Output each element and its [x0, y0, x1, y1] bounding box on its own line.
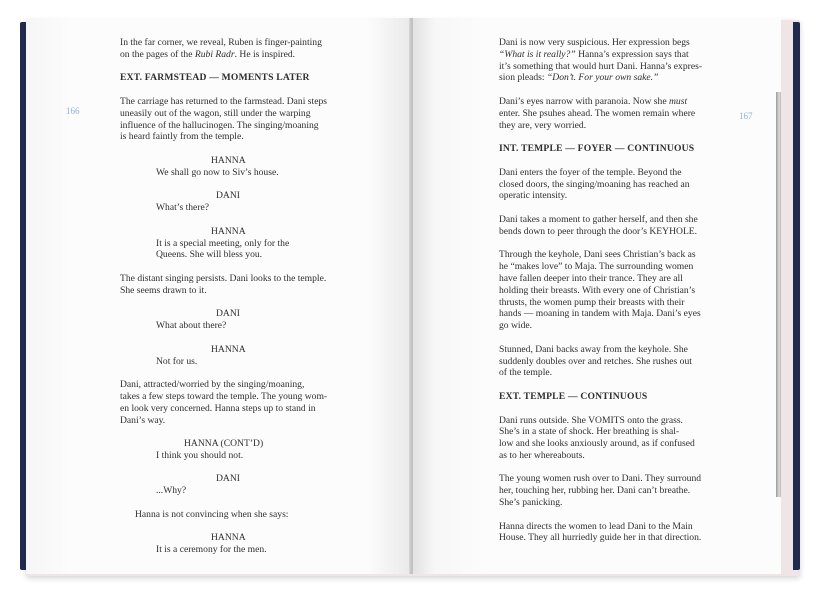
text-line: She seems drawn to it.	[120, 284, 207, 296]
text-span: sion pleads:	[499, 72, 547, 84]
text-line: en look very concerned. Hanna steps up to stand in	[120, 402, 316, 414]
text-line: her, touching her, rubbing her. Dani can’t breathe.	[499, 485, 691, 497]
italic-title: Rubi Radr	[194, 48, 235, 60]
text-line: Queens. She will bless you.	[156, 249, 263, 261]
dialogue: I think you should not.	[156, 449, 244, 461]
character-name: HANNA	[211, 225, 246, 237]
action-paragraph	[120, 379, 400, 426]
text-span: Hanna’s expression says that	[575, 48, 689, 60]
italic-quote: “What is it really?”	[499, 48, 576, 60]
dialogue: We shall go now to Siv’s house.	[156, 166, 279, 178]
text-line: hands — moaning in tandem with Maja. Dani’s eyes	[499, 308, 701, 320]
action-paragraph	[120, 37, 400, 61]
action-paragraph	[120, 273, 400, 297]
text-line: suddenly doubles over and retches. She rushes out	[499, 355, 692, 367]
dialogue: Not for us.	[156, 355, 198, 367]
right-page-number: 167	[739, 111, 753, 121]
dialogue: What about there?	[156, 320, 227, 332]
action-paragraph	[499, 214, 739, 238]
text-line: Through the keyhole, Dani sees Christian’s back as	[499, 249, 696, 261]
character-name: HANNA	[211, 343, 246, 355]
text-line: closed doors, the singing/moaning has reached an	[499, 178, 690, 190]
character-name: HANNA	[211, 154, 246, 166]
text-line: Hanna directs the women to lead Dani to the Main	[499, 520, 693, 532]
scene-heading: EXT. FARMSTEAD — MOMENTS LATER	[120, 72, 310, 84]
left-page-text	[120, 37, 400, 568]
text-line: She’s in a state of shock. Her breathing is shal-	[499, 426, 680, 438]
text-line: Dani is now very suspicious. Her expression begs	[499, 37, 690, 48]
text-line: It is a special meeting, only for the	[156, 237, 290, 249]
text-span: . He is inspired.	[234, 48, 296, 60]
character-name: DANI	[216, 308, 240, 320]
text-line: The young women rush over to Dani. They surround	[499, 473, 702, 485]
text-line: of the temple.	[499, 367, 553, 379]
character-name: HANNA (CONT’D)	[184, 438, 264, 450]
text-line: Dani enters the foyer of the temple. Beyond the	[499, 166, 682, 178]
dialogue	[120, 238, 400, 262]
text-line: uneasily out of the wagon, still under the warping	[120, 107, 311, 119]
text-line: She’s panicking.	[499, 497, 563, 509]
page-edge	[776, 92, 781, 497]
text-line	[120, 49, 400, 61]
character-name: HANNA	[211, 532, 246, 544]
text-line: low and she looks anxiously around, as if confused	[499, 438, 695, 450]
text-line: House. They all hurriedly guide her in that direction.	[499, 532, 702, 544]
action-paragraph	[499, 415, 739, 462]
italic-quote: “Don’t. For your own sake.”	[546, 72, 659, 84]
text-span: Dani’s eyes narrow with paranoia. Now she	[499, 95, 669, 107]
dialogue: What’s there?	[156, 202, 210, 214]
text-line: Dani’s way.	[120, 414, 166, 426]
character-name: DANI	[216, 190, 240, 202]
text-line: holding their breasts. With every one of Christian’s	[499, 284, 696, 296]
text-line: they are, very worried.	[499, 119, 587, 131]
character-name: DANI	[216, 473, 240, 485]
action-paragraph: Hanna is not convincing when she says:	[135, 508, 289, 520]
cover-edge-right	[793, 22, 800, 570]
text-line: Dani runs outside. She VOMITS onto the grass.	[499, 414, 683, 426]
text-line: he “makes love” to Maja. The surrounding women	[499, 261, 694, 273]
text-line: Dani, attracted/worried by the singing/moaning,	[120, 379, 305, 391]
action-paragraph	[499, 37, 739, 84]
text-line: Stunned, Dani backs away from the keyhole. She	[499, 343, 688, 355]
action-paragraph	[120, 96, 400, 143]
text-line: thrusts, the women pump their breasts with their	[499, 296, 685, 308]
action-paragraph	[499, 344, 739, 379]
action-paragraph	[499, 473, 739, 508]
action-paragraph	[499, 521, 739, 545]
left-page-number: 166	[66, 106, 80, 116]
action-paragraph	[499, 167, 739, 202]
text-line: The carriage has returned to the farmstead. Dani steps	[120, 95, 327, 107]
text-line: In the far corner, we reveal, Ruben is finger-painting	[120, 37, 322, 48]
scene-heading: EXT. TEMPLE — CONTINUOUS	[499, 390, 648, 402]
scene-heading: INT. TEMPLE — FOYER — CONTINUOUS	[499, 143, 695, 155]
text-line: go wide.	[499, 320, 533, 332]
text-line: it’s something that would hurt Dani. Hanna’s expres-	[499, 60, 703, 72]
text-line	[499, 96, 739, 108]
text-line: bends down to peer through the door’s KEYHOLE.	[499, 225, 698, 237]
text-line: enter. She psuhes ahead. The women remain where	[499, 107, 696, 119]
text-line: influence of the hallucinogen. The singing/moaning	[120, 119, 319, 131]
right-page-text	[499, 37, 739, 556]
text-line: operatic intensity.	[499, 190, 568, 202]
text-line: have fallen deeper into their trance. They are all	[499, 272, 683, 284]
text-line: The distant singing persists. Dani looks to the temple.	[120, 272, 327, 284]
text-span: on the pages of the	[120, 48, 195, 60]
text-line: Dani takes a moment to gather herself, and then she	[499, 213, 698, 225]
action-paragraph	[499, 249, 739, 332]
dialogue: ...Why?	[156, 485, 187, 497]
action-paragraph	[499, 96, 739, 131]
text-line	[499, 49, 739, 61]
text-line: takes a few steps toward the temple. The young wom-	[120, 390, 328, 402]
text-line: is heard faintly from the temple.	[120, 131, 244, 143]
text-line: as to her whereabouts.	[499, 449, 585, 461]
italic-word: must	[668, 95, 688, 107]
text-line	[499, 72, 739, 84]
dialogue: It is a ceremony for the men.	[156, 544, 267, 556]
